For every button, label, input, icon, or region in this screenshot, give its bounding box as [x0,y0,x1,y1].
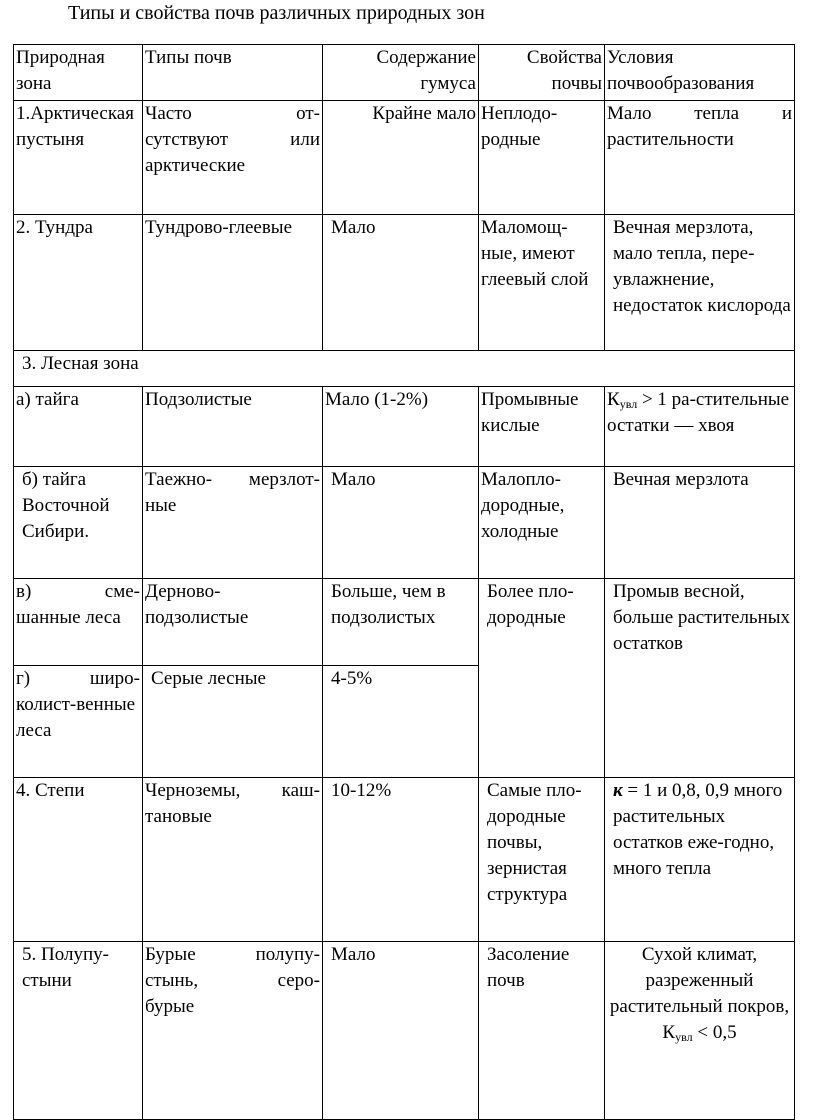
table-row [14,467,795,579]
properties-cell: Засоление почв [479,941,605,1119]
humus-cell: Мало [323,467,479,579]
k-subscript: увл [619,397,638,412]
soil-line: ные [145,495,177,517]
conditions-cell [605,941,795,1119]
zone-cell: а) тайга [14,387,143,467]
k-symbol: К [662,1021,676,1043]
table-row [14,387,795,467]
conditions-text: > 1 ра-стительные остатки — хвоя [607,389,790,437]
conditions-line: растительности [607,129,734,151]
soil-cell [143,467,323,579]
conditions-text: Сухой климат, разреженный растительный покров, [609,943,790,1017]
zone-cell: 5. Полупу-стыни [14,941,143,1119]
humus-cell: Мало [323,941,479,1119]
properties-cell: Неплодо-родные [479,101,605,215]
humus-cell: 10-12% [323,777,479,941]
properties-cell: Маломощ-ные, имеют глеевый слой [479,215,605,351]
conditions-cell: Вечная мерзлота, мало тепла, пере-увлажнение, недостаток кислорода [605,215,795,351]
k-symbol: К [607,389,620,411]
conditions-formula [607,1020,792,1046]
conditions-text: = 1 и 0,8, 0,9 много растительных остатков еже-годно, много тепла [613,779,783,879]
soil-cell: Подзолистые [143,387,323,467]
conditions-cell [605,777,795,941]
soil-cell [143,101,323,215]
zone-line: г) широ- [16,667,140,689]
zone-line: шанные леса [16,607,121,629]
soil-line: стынь, серо- [145,969,320,991]
soil-cell [143,941,323,1119]
conditions-cell: Вечная мерзлота [605,467,795,579]
zone-cell: 2. Тундра [14,215,143,351]
humus-cell: Больше, чем в подзолистых [323,579,479,665]
soil-cell: Тундрово-глеевые [143,215,323,351]
soil-line: сутствуют или [145,129,320,151]
zone-cell: 4. Степи [14,777,143,941]
table-row [14,777,795,941]
soil-cell [143,777,323,941]
section-row [14,351,795,387]
conditions-line: Мало тепла и [607,103,792,125]
soil-cell: Дерново-подзолистые [143,579,323,665]
soil-line: тановые [145,805,212,827]
zone-cell [14,579,143,665]
zone-cell [14,665,143,777]
header-humus: Содержание гумуса [323,45,479,101]
header-zone: Природная зона [14,45,143,101]
soil-table [13,44,795,1120]
properties-cell: Промывные кислые [479,387,605,467]
header-conditions: Условия почвообразования [605,45,795,101]
zone-cell: б) тайга Восточной Сибири. [14,467,143,579]
zone-cell: 1.Арктическая пустыня [14,101,143,215]
properties-cell: Самые пло-дородные почвы, зернистая структура [479,777,605,941]
humus-cell: Мало [323,215,479,351]
humus-cell: 4-5% [323,665,479,777]
conditions-cell [605,101,795,215]
soil-cell: Серые лесные [143,665,323,777]
table-row [14,579,795,665]
k-subscript: увл [675,1029,693,1044]
k-symbol: к [613,779,623,801]
zone-line: в) сме- [16,581,140,603]
table-row [14,941,795,1119]
table-header-row [14,45,795,101]
conditions-cell [605,387,795,467]
table-row [14,101,795,215]
zone-line: колист-венные леса [16,693,136,741]
conditions-value: < 0,5 [692,1021,737,1043]
soil-line: бурые [145,995,195,1017]
humus-cell: Крайне мало [323,101,479,215]
humus-cell: Мало (1-2%) [323,387,479,467]
soil-line: арктические [145,155,246,177]
soil-line: Бурые полупу- [145,943,320,965]
forest-zone-heading: 3. Лесная зона [14,351,795,387]
table-row [14,215,795,351]
header-properties: Свойства почвы [479,45,605,101]
soil-line: Таежно- мерзлот- [145,469,320,491]
conditions-cell: Промыв весной, больше растительных остатков [605,579,795,777]
soil-line: Часто от- [145,103,320,125]
header-soil-types: Типы почв [143,45,323,101]
properties-cell: Малопло-дородные, холодные [479,467,605,579]
page-title: Типы и свойства почв различных природных зон [68,2,485,24]
soil-line: Черноземы, каш- [145,779,320,801]
properties-cell: Более пло-дородные [479,579,605,777]
